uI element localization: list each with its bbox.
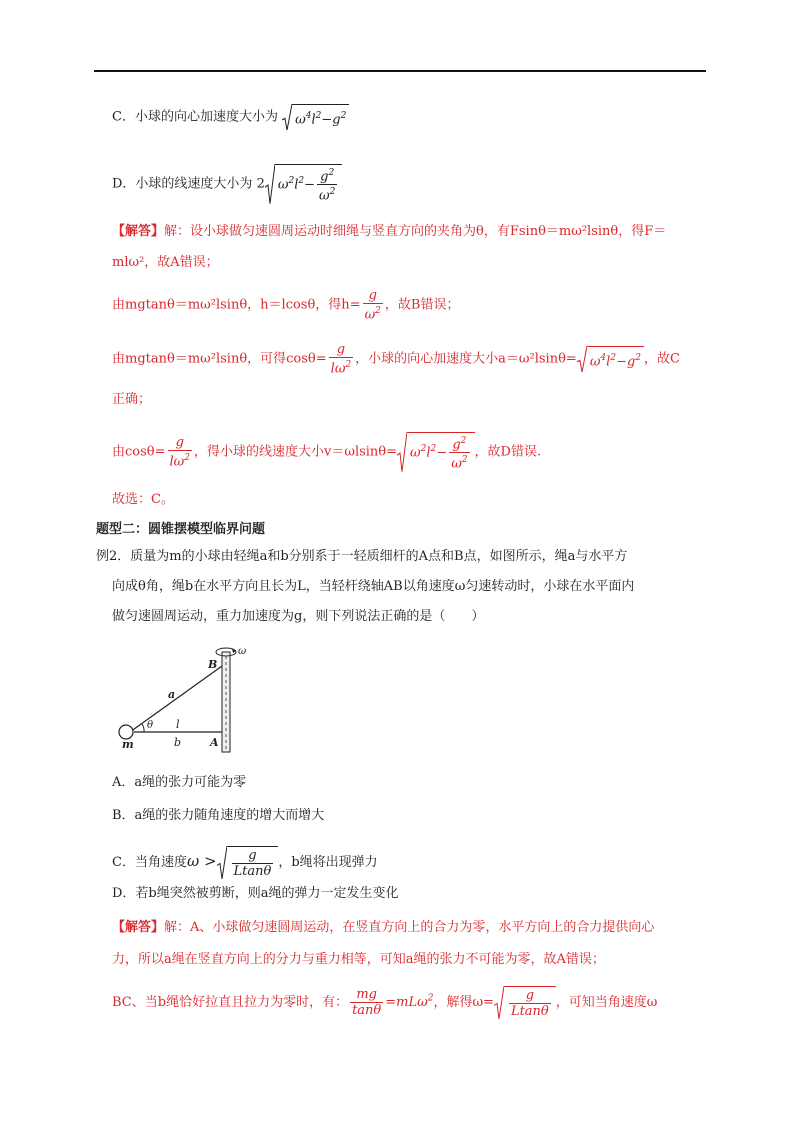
- answer1-line6: 由cosθ= $\frac{g}{l\omega^2}$ ，得小球的线速度大小v＝ωlsinθ= $\omega^2l^2-$ $\frac{g^2}{\omega^2}$ ，故D错误.: [112, 432, 541, 472]
- option-c-formula: $\omega^4l^2-g^2$: [282, 104, 349, 130]
- label-B: B: [208, 658, 218, 671]
- label-a: a: [168, 688, 176, 701]
- example2-line2: 向成θ角，绳b在水平方向且长为L，当轻杆绕轴AB以角速度ω匀速转动时，小球在水平面内: [112, 579, 635, 594]
- option2-d: D．若b绳突然被剪断，则a绳的弹力一定发生变化: [112, 886, 399, 901]
- ball: [119, 725, 133, 739]
- example2-line1: 例2．质量为m的小球由轻绳a和b分别系于一轻质细杆的A点和B点，如图所示，绳a与水平方: [96, 549, 628, 564]
- label-omega: ω: [238, 646, 247, 657]
- label-b: b: [174, 736, 182, 749]
- answer1-line4: 由mgtanθ＝mω²lsinθ，可得cosθ= $\frac{g}{l\omega^2}$ ，小球的向心加速度大小a＝ω²lsinθ= $\omega^4l^2-g^2$ ，故C: [112, 342, 680, 377]
- answer2-line2: 力，所以a绳在竖直方向上的分力与重力相等，可知a绳的张力不可能为零，故A错误；: [112, 952, 605, 967]
- answer1-line1: 【解答】解：设小球做匀速圆周运动时细绳与竖直方向的夹角为θ，有Fsinθ＝mω²lsinθ，得F＝: [112, 224, 667, 239]
- option2-c-formula: $\frac{g}{Ltan\theta}$: [217, 846, 279, 879]
- answer1-tag: 【解答】: [112, 224, 165, 239]
- option-d-formula: $\omega^2l^2-$ $\frac{g^2}{\omega^2}$: [265, 164, 343, 204]
- header-rule: [94, 70, 706, 72]
- answer1-sqrt-a: $\omega^4l^2-g^2$: [577, 346, 644, 372]
- answer2-line1: 【解答】解：A、小球做匀速圆周运动，在竖直方向上的合力为零，水平方向上的合力提供向心: [112, 920, 655, 935]
- rod: [222, 652, 230, 752]
- answer1-frac-cos2: $\frac{g}{l\omega^2}$: [169, 434, 190, 469]
- label-m: m: [122, 738, 134, 751]
- answer1-line3: 由mgtanθ＝mω²lsinθ，h＝lcosθ，得h= $\frac{g}{\omega^2}$ ，故B错误；: [112, 288, 460, 323]
- answer1-frac-cos: $\frac{g}{l\omega^2}$: [330, 342, 352, 377]
- answer2-tag: 【解答】: [112, 920, 165, 935]
- label-A: A: [210, 736, 219, 749]
- example2-line3: 做匀速圆周运动，重力加速度为g，则下列说法正确的是（ ）: [112, 609, 485, 624]
- option-c-line: [112, 104, 349, 130]
- option2-a: A．a绳的张力可能为零: [112, 775, 247, 790]
- label-l: l: [176, 718, 180, 731]
- answer1-frac-h: $\frac{g}{\omega^2}$: [364, 288, 381, 323]
- answer2-sqrt-omega: $\frac{g}{Ltan\theta}$: [494, 986, 556, 1019]
- theta-arc: [142, 724, 144, 732]
- answer2-line3: BC、当b绳恰好拉直且拉力为零时，有： $\frac{mg}{\tan\theta}$ =mLω$^2$，解得ω= $\frac{g}{Ltan\theta}$ ，可知当角速度ω: [112, 987, 658, 1019]
- answer1-line2: mlω²，故A错误；: [112, 255, 219, 270]
- answer1-line5: 正确；: [112, 392, 152, 407]
- option-d-text: D．小球的线速度大小为: [112, 176, 253, 192]
- answer2-frac-mg: $\frac{mg}{\tan\theta}$: [352, 987, 382, 1018]
- section-title: 题型二：圆锥摆模型临界问题: [96, 522, 266, 537]
- conical-pendulum-figure: [112, 642, 272, 758]
- option-c-text: C．小球的向心加速度大小为: [112, 109, 278, 125]
- option2-c: C．当角速度ω > $\frac{g}{Ltan\theta}$ ，b绳将出现弹力: [112, 848, 378, 879]
- label-theta: θ: [147, 720, 154, 731]
- answer1-choice: 故选：C。: [112, 492, 174, 507]
- option2-b: B．a绳的张力随角速度的增大而增大: [112, 808, 325, 823]
- option-d-line: D．小球的线速度大小为 2 $\omega^2l^2-$ $\frac{g^2}{\omega^2}$: [112, 164, 342, 204]
- answer1-sqrt-v: $\omega^2l^2-$ $\frac{g^2}{\omega^2}$: [397, 432, 475, 472]
